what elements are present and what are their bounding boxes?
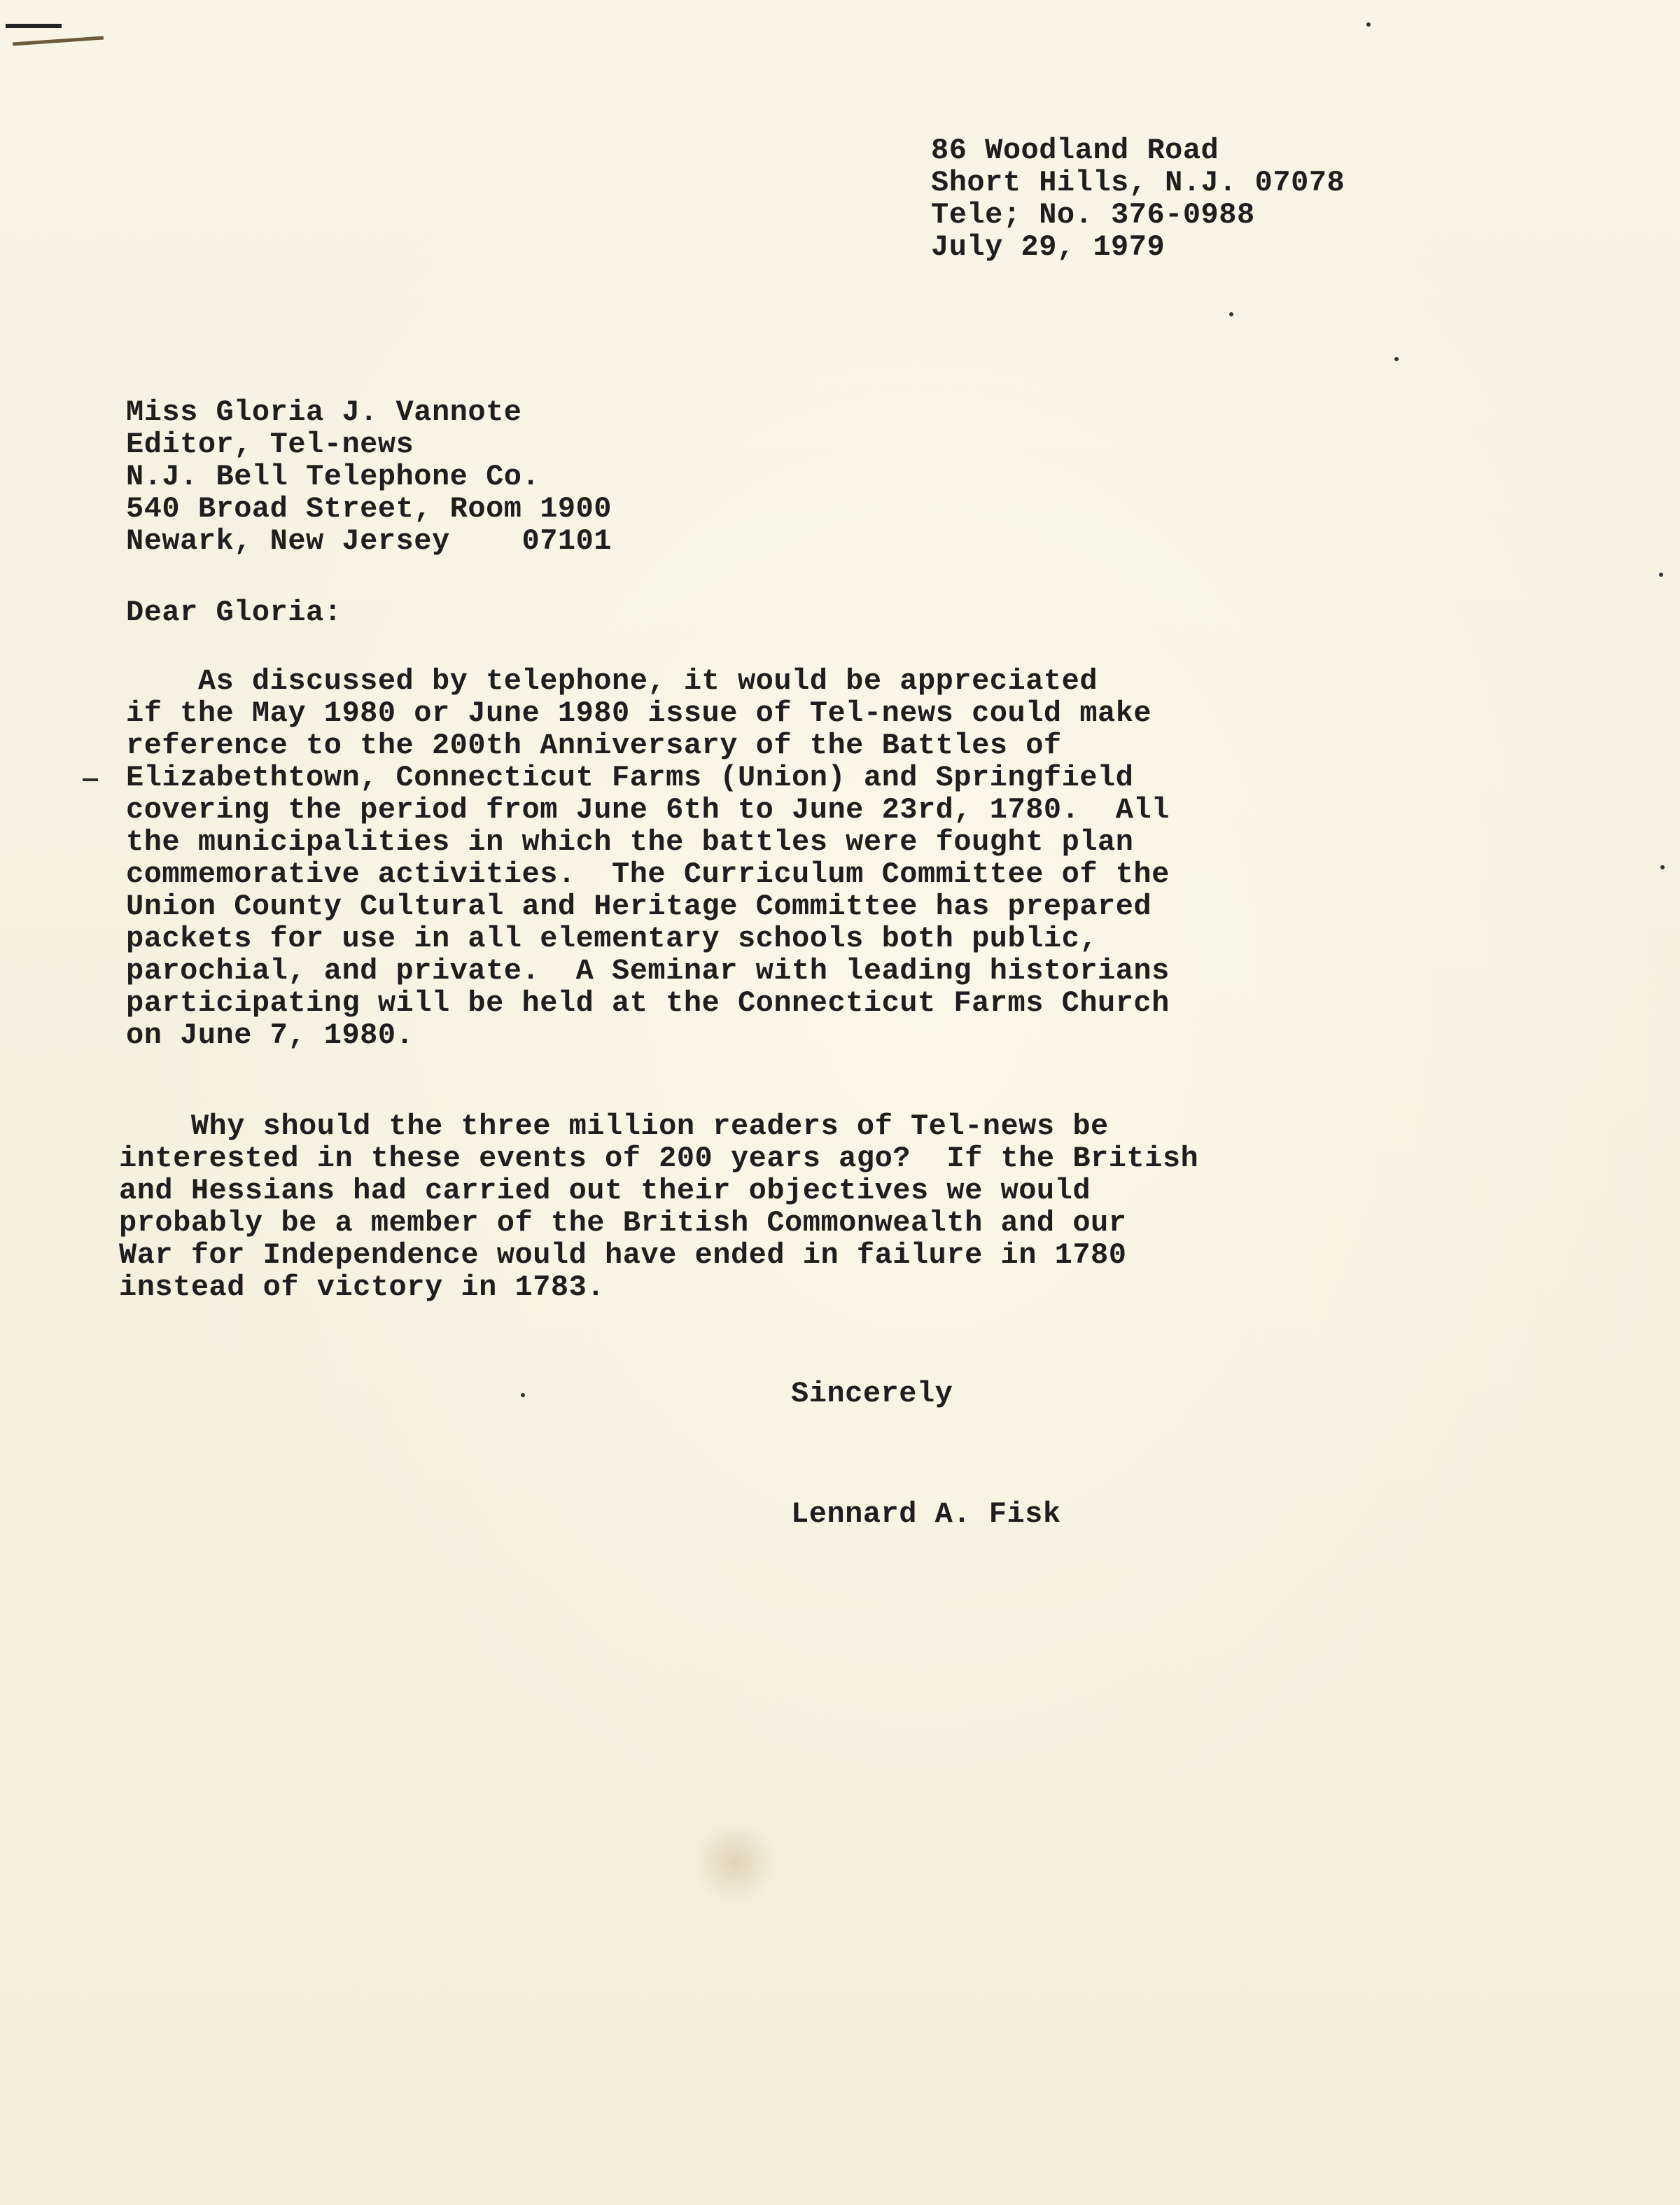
closing: Sincerely xyxy=(791,1377,953,1410)
paragraph-line: parochial, and private. A Seminar with leading historians xyxy=(126,954,1170,988)
paragraph-line: Elizabethtown, Connecticut Farms (Union) and Springfield xyxy=(126,761,1134,794)
sender-phone: Tele; No. 376-0988 xyxy=(931,198,1255,232)
paragraph-line: the municipalities in which the battles were fought plan xyxy=(126,825,1134,859)
sender-street: 86 Woodland Road xyxy=(931,134,1219,167)
paragraph-2 xyxy=(119,1110,1198,1303)
sender-address xyxy=(931,134,1345,263)
paragraph-line: probably be a member of the British Commonwealth and our xyxy=(119,1206,1127,1240)
ink-speck xyxy=(1394,357,1399,361)
paragraph-line: Why should the three million readers of Tel-news be xyxy=(119,1110,1109,1143)
paragraph-line: and Hessians had carried out their objectives we would xyxy=(119,1174,1091,1208)
staple-mark xyxy=(13,36,104,46)
paper-stain xyxy=(693,1820,777,1904)
paragraph-line: if the May 1980 or June 1980 issue of Tel-news could make xyxy=(126,696,1152,730)
margin-dash xyxy=(83,778,98,781)
paragraph-line: As discussed by telephone, it would be appreciated xyxy=(126,664,1098,698)
ink-speck xyxy=(1366,22,1371,27)
paragraph-line: War for Independence would have ended in failure in 1780 xyxy=(119,1238,1127,1272)
paragraph-line: Union County Cultural and Heritage Committee has prepared xyxy=(126,890,1152,923)
paragraph-line: covering the period from June 6th to June 23rd, 1780. All xyxy=(126,793,1170,827)
staple-mark-top xyxy=(6,24,62,28)
signature-name: Lennard A. Fisk xyxy=(791,1497,1061,1531)
recipient-city: Newark, New Jersey 07101 xyxy=(126,524,612,558)
sender-city: Short Hills, N.J. 07078 xyxy=(931,166,1345,200)
paragraph-line: packets for use in all elementary schools both public, xyxy=(126,922,1098,955)
recipient-address xyxy=(126,396,612,557)
paragraph-line: interested in these events of 200 years ago? If the British xyxy=(119,1142,1199,1175)
ink-speck xyxy=(1660,865,1665,869)
paragraph-1 xyxy=(126,665,1170,1051)
recipient-name: Miss Gloria J. Vannote xyxy=(126,396,522,429)
ink-speck xyxy=(1229,312,1233,316)
recipient-company: N.J. Bell Telephone Co. xyxy=(126,460,540,493)
paragraph-line: reference to the 200th Anniversary of the Battles of xyxy=(126,729,1062,762)
paragraph-line: commemorative activities. The Curriculum Committee of the xyxy=(126,858,1170,891)
ink-speck xyxy=(521,1393,525,1397)
ink-speck xyxy=(1659,573,1663,577)
salutation: Dear Gloria: xyxy=(126,596,342,629)
paragraph-line: instead of victory in 1783. xyxy=(119,1270,606,1304)
recipient-title: Editor, Tel-news xyxy=(126,428,414,461)
recipient-street: 540 Broad Street, Room 1900 xyxy=(126,492,612,526)
paragraph-line: on June 7, 1980. xyxy=(126,1018,414,1052)
letter-date: July 29, 1979 xyxy=(931,230,1166,264)
paragraph-line: participating will be held at the Connecticut Farms Church xyxy=(126,986,1170,1020)
